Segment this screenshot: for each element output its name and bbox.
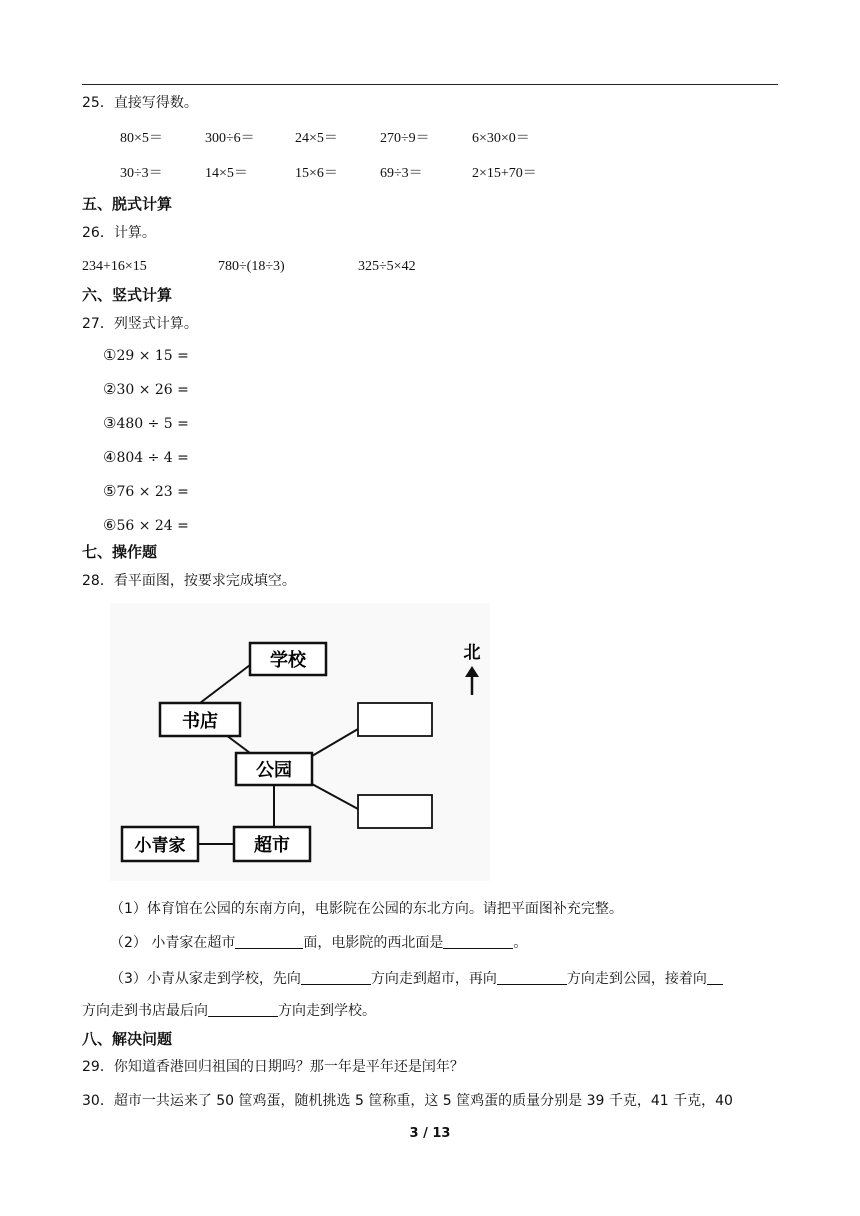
page-number: 3 / 13	[409, 1126, 451, 1141]
north-label: 北	[463, 643, 481, 663]
q27-item	[103, 414, 189, 433]
bookstore-label: 书店	[182, 711, 218, 732]
q28-part1: （1）体育馆在公园的东南方向，电影院在公园的东北方向。请把平面图补充完整。	[110, 901, 623, 917]
home-label: 小青家	[134, 836, 186, 856]
answer-blank[interactable]	[707, 970, 723, 985]
q25-item: 69÷3＝	[380, 166, 423, 181]
q27-item	[103, 346, 189, 365]
q25-item: 80×5＝	[120, 131, 163, 146]
q28-title: 28．看平面图，按要求完成填空。	[82, 573, 296, 589]
item-number: ④	[103, 448, 117, 466]
q26-item: 234+16×15	[82, 259, 147, 274]
answer-blank[interactable]	[208, 1002, 278, 1017]
item-expression: 76 × 23 =	[116, 484, 189, 500]
section-heading: 七、操作题	[82, 543, 158, 561]
section-heading: 五、脱式计算	[82, 195, 173, 213]
q26-item: 780÷(18÷3)	[218, 259, 285, 274]
q26-item: 325÷5×42	[358, 259, 416, 274]
q27-title: 27．列竖式计算。	[82, 316, 198, 332]
q27-item	[103, 516, 189, 535]
q25-item: 30÷3＝	[120, 166, 163, 181]
item-number: ③	[103, 414, 117, 432]
header-rule	[82, 84, 778, 85]
empty-box-southeast	[358, 795, 432, 828]
answer-blank[interactable]	[235, 934, 303, 949]
item-number: ⑤	[103, 482, 117, 500]
q28-part3: （3）小青从家走到学校，先向 方向走到超市，再向 方向走到公园，接着向	[110, 970, 723, 988]
item-expression: 480 ÷ 5 =	[116, 416, 189, 432]
q28-part3-cont: 方向走到书店最后向 方向走到学校。	[82, 1003, 376, 1019]
item-expression: 30 × 26 =	[116, 382, 189, 398]
q25-title: 25．直接写得数。	[82, 95, 198, 111]
item-number: ②	[103, 380, 117, 398]
q25-item: 2×15+70＝	[472, 166, 537, 181]
q28-part2: （2） 小青家在超市 面，电影院的西北面是 。	[110, 935, 528, 951]
section-heading: 八、解决问题	[82, 1030, 173, 1048]
q29-text: 29．你知道香港回归祖国的日期吗？那一年是平年还是闰年？	[82, 1059, 464, 1075]
q25-item: 300÷6＝	[205, 131, 255, 146]
item-expression: 804 ÷ 4 =	[116, 450, 189, 466]
q30-text: 30．超市一共运来了 50 筐鸡蛋，随机挑选 5 筐称重，这 5 筐鸡蛋的质量分别是 39 千克，41 千克，40	[82, 1093, 733, 1109]
floor-plan-map	[110, 603, 490, 881]
q25-item: 15×6＝	[295, 166, 338, 181]
q25-item: 270÷9＝	[380, 131, 430, 146]
answer-blank[interactable]	[443, 934, 513, 949]
school-label: 学校	[270, 650, 306, 671]
item-number: ①	[103, 346, 117, 364]
empty-box-northeast	[358, 703, 432, 736]
supermarket-label: 超市	[254, 835, 290, 856]
item-expression: 29 × 15 =	[116, 348, 189, 364]
item-expression: 56 × 24 =	[116, 518, 189, 534]
section-heading: 六、竖式计算	[82, 286, 173, 304]
q26-title: 26．计算。	[82, 225, 156, 241]
answer-blank[interactable]	[301, 970, 371, 985]
q27-item	[103, 380, 189, 399]
q25-item: 14×5＝	[205, 166, 248, 181]
q25-item: 24×5＝	[295, 131, 338, 146]
answer-blank[interactable]	[497, 970, 567, 985]
park-label: 公园	[256, 760, 292, 781]
q27-item	[103, 448, 189, 467]
q27-item	[103, 482, 189, 501]
item-number: ⑥	[103, 516, 117, 534]
q25-item: 6×30×0＝	[472, 131, 530, 146]
